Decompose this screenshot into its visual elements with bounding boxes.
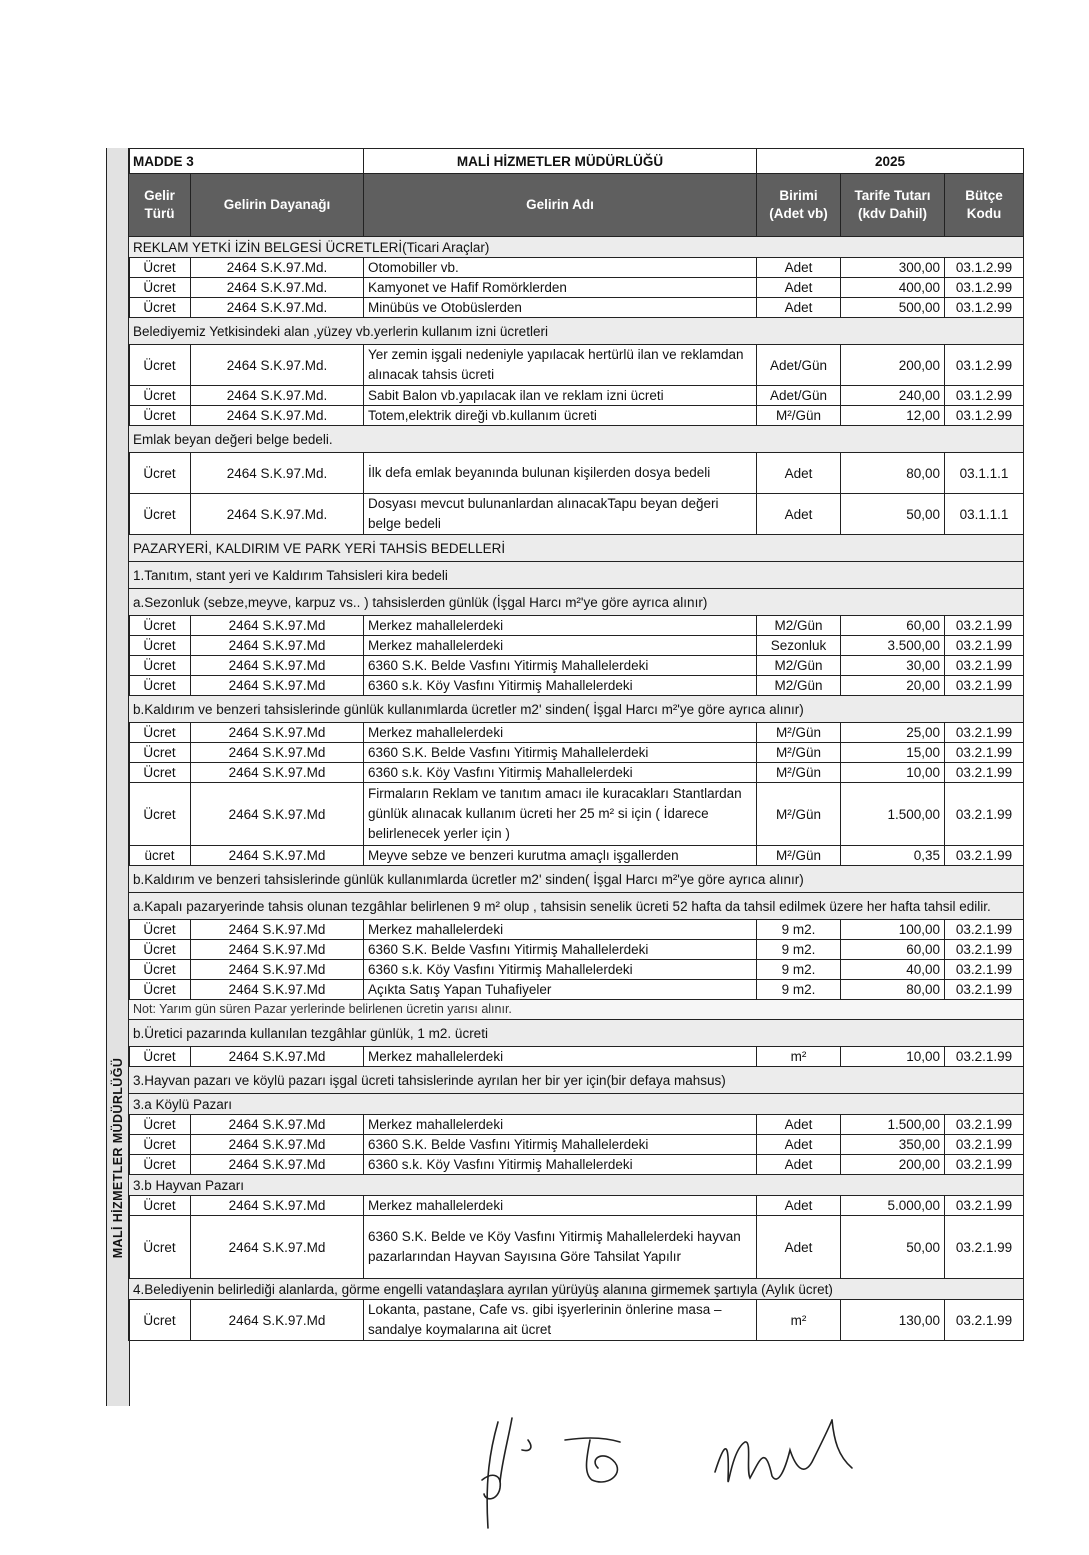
cell-gelir-turu: Ücret bbox=[129, 980, 191, 1000]
note-row bbox=[129, 1000, 1024, 1020]
section-title: 3.Hayvan pazarı ve köylü pazarı işgal ücreti tahsislerinde ayrılan her bir yer için(bir defaya mahsus) bbox=[129, 1067, 1024, 1094]
table-row bbox=[129, 453, 1024, 494]
section-header bbox=[129, 237, 1024, 258]
cell-dayanak: 2464 S.K.97.Md bbox=[191, 636, 364, 656]
column-header-row bbox=[129, 174, 1024, 237]
cell-dayanak: 2464 S.K.97.Md. bbox=[191, 345, 364, 386]
cell-butce-kodu: 03.2.1.99 bbox=[945, 1135, 1024, 1155]
cell-butce-kodu: 03.2.1.99 bbox=[945, 616, 1024, 636]
cell-tarife-tutari: 80,00 bbox=[841, 453, 945, 494]
cell-gelir-turu: ücret bbox=[129, 846, 191, 866]
cell-birim: M2/Gün bbox=[757, 656, 841, 676]
cell-tarife-tutari: 350,00 bbox=[841, 1135, 945, 1155]
signatures bbox=[460, 1410, 900, 1540]
section-title: 3.a Köylü Pazarı bbox=[129, 1094, 1024, 1115]
cell-tarife-tutari: 20,00 bbox=[841, 676, 945, 696]
cell-birim: M²/Gün bbox=[757, 406, 841, 426]
section-header bbox=[129, 1175, 1024, 1196]
cell-gelir-turu: Ücret bbox=[129, 1115, 191, 1135]
cell-butce-kodu: 03.2.1.99 bbox=[945, 676, 1024, 696]
cell-gelir-turu: Ücret bbox=[129, 636, 191, 656]
section-title: b.Kaldırım ve benzeri tahsislerinde günlük kullanımlarda ücretler m2' sinden( İşgal Harcı m²'ye göre ayrıca alınır) bbox=[129, 866, 1024, 893]
cell-tarife-tutari: 15,00 bbox=[841, 743, 945, 763]
section-header bbox=[129, 696, 1024, 723]
cell-gelir-adi: 6360 S.K. Belde ve Köy Vasfını Yitirmiş Mahallelerdeki hayvan pazarlarından Hayvan Sayısına Göre Tahsilat Yapılır bbox=[364, 1216, 757, 1279]
cell-tarife-tutari: 400,00 bbox=[841, 278, 945, 298]
cell-butce-kodu: 03.2.1.99 bbox=[945, 1047, 1024, 1067]
cell-birim: Adet bbox=[757, 1196, 841, 1216]
cell-birim: Adet bbox=[757, 1155, 841, 1175]
cell-birim: Adet bbox=[757, 298, 841, 318]
section-header bbox=[129, 426, 1024, 453]
cell-tarife-tutari: 500,00 bbox=[841, 298, 945, 318]
signature-3 bbox=[715, 1420, 852, 1482]
cell-butce-kodu: 03.1.2.99 bbox=[945, 298, 1024, 318]
section-title: 4.Belediyenin belirlediği alanlarda, görme engelli vatandaşlara ayrılan yürüyüş alanına girmemek şartıyla (Aylık ücret) bbox=[129, 1279, 1024, 1300]
cell-butce-kodu: 03.2.1.99 bbox=[945, 980, 1024, 1000]
cell-tarife-tutari: 200,00 bbox=[841, 1155, 945, 1175]
title-row bbox=[129, 149, 1024, 174]
cell-tarife-tutari: 300,00 bbox=[841, 258, 945, 278]
cell-butce-kodu: 03.1.2.99 bbox=[945, 278, 1024, 298]
cell-dayanak: 2464 S.K.97.Md bbox=[191, 763, 364, 783]
side-label-text: MALİ HİZMETLER MÜDÜRLÜĞÜ bbox=[111, 1057, 125, 1259]
cell-gelir-adi: Otomobiller vb. bbox=[364, 258, 757, 278]
table-row bbox=[129, 846, 1024, 866]
col-adi: Gelirin Adı bbox=[364, 174, 757, 237]
cell-dayanak: 2464 S.K.97.Md bbox=[191, 1216, 364, 1279]
table-row bbox=[129, 1135, 1024, 1155]
cell-dayanak: 2464 S.K.97.Md. bbox=[191, 406, 364, 426]
section-title: a.Sezonluk (sebze,meyve, karpuz vs.. ) tahsislerden günlük (İşgal Harcı m²'ye göre ayrıca alınır) bbox=[129, 589, 1024, 616]
cell-gelir-turu: Ücret bbox=[129, 1300, 191, 1341]
cell-gelir-turu: Ücret bbox=[129, 723, 191, 743]
table-row bbox=[129, 298, 1024, 318]
cell-tarife-tutari: 240,00 bbox=[841, 386, 945, 406]
table-row bbox=[129, 783, 1024, 846]
cell-birim: M2/Gün bbox=[757, 616, 841, 636]
cell-gelir-turu: Ücret bbox=[129, 763, 191, 783]
cell-birim: M2/Gün bbox=[757, 676, 841, 696]
cell-dayanak: 2464 S.K.97.Md. bbox=[191, 453, 364, 494]
cell-gelir-turu: Ücret bbox=[129, 960, 191, 980]
cell-butce-kodu: 03.2.1.99 bbox=[945, 920, 1024, 940]
section-title: Emlak beyan değeri belge bedeli. bbox=[129, 426, 1024, 453]
cell-gelir-adi: Kamyonet ve Hafif Romörklerden bbox=[364, 278, 757, 298]
section-title: PAZARYERİ, KALDIRIM VE PARK YERİ TAHSİS BEDELLERİ bbox=[129, 535, 1024, 562]
cell-birim: m² bbox=[757, 1047, 841, 1067]
cell-gelir-turu: Ücret bbox=[129, 616, 191, 636]
cell-dayanak: 2464 S.K.97.Md bbox=[191, 980, 364, 1000]
cell-birim: Adet/Gün bbox=[757, 345, 841, 386]
section-title: REKLAM YETKİ İZİN BELGESİ ÜCRETLERİ(Ticari Araçlar) bbox=[129, 237, 1024, 258]
section-header bbox=[129, 866, 1024, 893]
cell-tarife-tutari: 0,35 bbox=[841, 846, 945, 866]
cell-butce-kodu: 03.2.1.99 bbox=[945, 1155, 1024, 1175]
table-row bbox=[129, 1155, 1024, 1175]
cell-gelir-turu: Ücret bbox=[129, 345, 191, 386]
cell-dayanak: 2464 S.K.97.Md bbox=[191, 846, 364, 866]
cell-birim: m² bbox=[757, 1300, 841, 1341]
cell-birim: 9 m2. bbox=[757, 980, 841, 1000]
signature-1 bbox=[482, 1418, 531, 1528]
cell-butce-kodu: 03.1.2.99 bbox=[945, 345, 1024, 386]
table-row bbox=[129, 406, 1024, 426]
col-dayanak: Gelirin Dayanağı bbox=[191, 174, 364, 237]
cell-tarife-tutari: 1.500,00 bbox=[841, 783, 945, 846]
cell-gelir-adi: 6360 s.k. Köy Vasfını Yitirmiş Mahallelerdeki bbox=[364, 676, 757, 696]
section-header bbox=[129, 318, 1024, 345]
section-title: b.Üretici pazarında kullanılan tezgâhlar günlük, 1 m2. ücreti bbox=[129, 1020, 1024, 1047]
cell-gelir-adi: 6360 S.K. Belde Vasfını Yitirmiş Mahallelerdeki bbox=[364, 743, 757, 763]
cell-butce-kodu: 03.2.1.99 bbox=[945, 763, 1024, 783]
cell-gelir-adi: Minübüs ve Otobüslerden bbox=[364, 298, 757, 318]
cell-tarife-tutari: 50,00 bbox=[841, 1216, 945, 1279]
cell-gelir-turu: Ücret bbox=[129, 1047, 191, 1067]
cell-dayanak: 2464 S.K.97.Md. bbox=[191, 298, 364, 318]
cell-tarife-tutari: 10,00 bbox=[841, 1047, 945, 1067]
cell-gelir-adi: Meyve sebze ve benzeri kurutma amaçlı işgallerden bbox=[364, 846, 757, 866]
cell-butce-kodu: 03.2.1.99 bbox=[945, 723, 1024, 743]
col-butce: Bütçe Kodu bbox=[945, 174, 1024, 237]
cell-gelir-adi: 6360 S.K. Belde Vasfını Yitirmiş Mahallelerdeki bbox=[364, 940, 757, 960]
cell-gelir-turu: Ücret bbox=[129, 278, 191, 298]
table-row bbox=[129, 494, 1024, 535]
cell-gelir-turu: Ücret bbox=[129, 920, 191, 940]
section-header bbox=[129, 562, 1024, 589]
year-label: 2025 bbox=[757, 149, 1024, 174]
cell-gelir-adi: Merkez mahallelerdeki bbox=[364, 723, 757, 743]
cell-butce-kodu: 03.2.1.99 bbox=[945, 960, 1024, 980]
cell-butce-kodu: 03.2.1.99 bbox=[945, 1216, 1024, 1279]
cell-gelir-turu: Ücret bbox=[129, 386, 191, 406]
section-title: Belediyemiz Yetkisindeki alan ,yüzey vb.yerlerin kullanım izni ücretleri bbox=[129, 318, 1024, 345]
cell-gelir-adi: Merkez mahallelerdeki bbox=[364, 920, 757, 940]
cell-birim: Sezonluk bbox=[757, 636, 841, 656]
cell-dayanak: 2464 S.K.97.Md bbox=[191, 723, 364, 743]
cell-tarife-tutari: 200,00 bbox=[841, 345, 945, 386]
cell-butce-kodu: 03.2.1.99 bbox=[945, 656, 1024, 676]
cell-dayanak: 2464 S.K.97.Md bbox=[191, 1196, 364, 1216]
table-row bbox=[129, 1047, 1024, 1067]
section-header bbox=[129, 1094, 1024, 1115]
tariff-table bbox=[128, 148, 1024, 1341]
cell-tarife-tutari: 5.000,00 bbox=[841, 1196, 945, 1216]
cell-gelir-turu: Ücret bbox=[129, 1196, 191, 1216]
cell-birim: 9 m2. bbox=[757, 960, 841, 980]
section-title: b.Kaldırım ve benzeri tahsislerinde günlük kullanımlarda ücretler m2' sinden( İşgal Harcı m²'ye göre ayrıca alınır) bbox=[129, 696, 1024, 723]
table-row bbox=[129, 723, 1024, 743]
cell-butce-kodu: 03.2.1.99 bbox=[945, 743, 1024, 763]
cell-dayanak: 2464 S.K.97.Md. bbox=[191, 494, 364, 535]
cell-gelir-turu: Ücret bbox=[129, 1155, 191, 1175]
note-text: Not: Yarım gün süren Pazar yerlerinde belirlenen ücretin yarısı alınır. bbox=[129, 1000, 1024, 1020]
cell-tarife-tutari: 10,00 bbox=[841, 763, 945, 783]
cell-gelir-turu: Ücret bbox=[129, 783, 191, 846]
cell-tarife-tutari: 60,00 bbox=[841, 940, 945, 960]
col-gelir-turu: Gelir Türü bbox=[129, 174, 191, 237]
cell-gelir-adi: Merkez mahallelerdeki bbox=[364, 1047, 757, 1067]
cell-gelir-adi: Merkez mahallelerdeki bbox=[364, 636, 757, 656]
cell-gelir-adi: 6360 s.k. Köy Vasfını Yitirmiş Mahallelerdeki bbox=[364, 960, 757, 980]
cell-tarife-tutari: 3.500,00 bbox=[841, 636, 945, 656]
table-row bbox=[129, 345, 1024, 386]
cell-gelir-adi: 6360 s.k. Köy Vasfını Yitirmiş Mahallelerdeki bbox=[364, 763, 757, 783]
cell-dayanak: 2464 S.K.97.Md bbox=[191, 656, 364, 676]
cell-butce-kodu: 03.1.1.1 bbox=[945, 494, 1024, 535]
table-row bbox=[129, 676, 1024, 696]
cell-birim: 9 m2. bbox=[757, 920, 841, 940]
cell-gelir-turu: Ücret bbox=[129, 298, 191, 318]
cell-tarife-tutari: 60,00 bbox=[841, 616, 945, 636]
section-header bbox=[129, 535, 1024, 562]
cell-tarife-tutari: 1.500,00 bbox=[841, 1115, 945, 1135]
cell-gelir-turu: Ücret bbox=[129, 406, 191, 426]
cell-dayanak: 2464 S.K.97.Md bbox=[191, 1115, 364, 1135]
cell-gelir-adi: 6360 s.k. Köy Vasfını Yitirmiş Mahallelerdeki bbox=[364, 1155, 757, 1175]
cell-tarife-tutari: 50,00 bbox=[841, 494, 945, 535]
table-row bbox=[129, 1216, 1024, 1279]
cell-birim: M²/Gün bbox=[757, 846, 841, 866]
col-tarife: Tarife Tutarı (kdv Dahil) bbox=[841, 174, 945, 237]
cell-butce-kodu: 03.1.2.99 bbox=[945, 386, 1024, 406]
cell-dayanak: 2464 S.K.97.Md bbox=[191, 960, 364, 980]
cell-gelir-adi: Merkez mahallelerdeki bbox=[364, 1115, 757, 1135]
cell-butce-kodu: 03.2.1.99 bbox=[945, 846, 1024, 866]
section-title: a.Kapalı pazaryerinde tahsis olunan tezgâhlar belirlenen 9 m² olup , tahsisin senelik ücreti 52 hafta da tahsil edilmek üzere her hafta tahsil edilir. bbox=[129, 893, 1024, 920]
table-row bbox=[129, 980, 1024, 1000]
cell-birim: Adet bbox=[757, 1135, 841, 1155]
cell-gelir-turu: Ücret bbox=[129, 656, 191, 676]
cell-dayanak: 2464 S.K.97.Md. bbox=[191, 278, 364, 298]
cell-tarife-tutari: 80,00 bbox=[841, 980, 945, 1000]
directorate-title: MALİ HİZMETLER MÜDÜRLÜĞÜ bbox=[364, 149, 757, 174]
table-row bbox=[129, 920, 1024, 940]
cell-butce-kodu: 03.1.1.1 bbox=[945, 453, 1024, 494]
section-title: 3.b Hayvan Pazarı bbox=[129, 1175, 1024, 1196]
table-row bbox=[129, 258, 1024, 278]
cell-gelir-adi: Yer zemin işgali nedeniyle yapılacak hertürlü ilan ve reklamdan alınacak tahsis ücreti bbox=[364, 345, 757, 386]
table-row bbox=[129, 743, 1024, 763]
cell-tarife-tutari: 130,00 bbox=[841, 1300, 945, 1341]
cell-gelir-adi: 6360 S.K. Belde Vasfını Yitirmiş Mahallelerdeki bbox=[364, 656, 757, 676]
cell-dayanak: 2464 S.K.97.Md. bbox=[191, 258, 364, 278]
cell-dayanak: 2464 S.K.97.Md bbox=[191, 940, 364, 960]
cell-birim: M²/Gün bbox=[757, 723, 841, 743]
cell-butce-kodu: 03.2.1.99 bbox=[945, 1115, 1024, 1135]
madde-label: MADDE 3 bbox=[129, 149, 364, 174]
cell-gelir-adi: Sabit Balon vb.yapılacak ilan ve reklam izni ücreti bbox=[364, 386, 757, 406]
cell-butce-kodu: 03.2.1.99 bbox=[945, 1300, 1024, 1341]
cell-gelir-turu: Ücret bbox=[129, 676, 191, 696]
side-department-label bbox=[106, 148, 130, 1406]
cell-gelir-adi: Merkez mahallelerdeki bbox=[364, 1196, 757, 1216]
cell-gelir-turu: Ücret bbox=[129, 940, 191, 960]
cell-gelir-adi: Totem,elektrik direği vb.kullanım ücreti bbox=[364, 406, 757, 426]
cell-dayanak: 2464 S.K.97.Md bbox=[191, 783, 364, 846]
cell-gelir-turu: Ücret bbox=[129, 258, 191, 278]
cell-butce-kodu: 03.1.2.99 bbox=[945, 258, 1024, 278]
table-row bbox=[129, 1115, 1024, 1135]
cell-tarife-tutari: 25,00 bbox=[841, 723, 945, 743]
cell-birim: Adet bbox=[757, 278, 841, 298]
cell-gelir-adi: 6360 S.K. Belde Vasfını Yitirmiş Mahallelerdeki bbox=[364, 1135, 757, 1155]
table-row bbox=[129, 386, 1024, 406]
cell-gelir-adi: İlk defa emlak beyanında bulunan kişilerden dosya bedeli bbox=[364, 453, 757, 494]
section-header bbox=[129, 589, 1024, 616]
cell-dayanak: 2464 S.K.97.Md. bbox=[191, 386, 364, 406]
cell-tarife-tutari: 30,00 bbox=[841, 656, 945, 676]
cell-dayanak: 2464 S.K.97.Md bbox=[191, 1047, 364, 1067]
cell-tarife-tutari: 12,00 bbox=[841, 406, 945, 426]
table-row bbox=[129, 278, 1024, 298]
cell-butce-kodu: 03.2.1.99 bbox=[945, 783, 1024, 846]
cell-dayanak: 2464 S.K.97.Md bbox=[191, 743, 364, 763]
cell-gelir-adi: Firmaların Reklam ve tanıtım amacı ile kuracakları Stantlardan günlük alınacak kullanım ücreti her 25 m² si için ( İdarece belirlenecek yerler için ) bbox=[364, 783, 757, 846]
cell-birim: M²/Gün bbox=[757, 743, 841, 763]
section-title: 1.Tanıtım, stant yeri ve Kaldırım Tahsisleri kira bedeli bbox=[129, 562, 1024, 589]
cell-birim: Adet bbox=[757, 453, 841, 494]
section-header bbox=[129, 1020, 1024, 1047]
cell-butce-kodu: 03.2.1.99 bbox=[945, 1196, 1024, 1216]
section-header bbox=[129, 1279, 1024, 1300]
cell-birim: M²/Gün bbox=[757, 763, 841, 783]
cell-gelir-adi: Lokanta, pastane, Cafe vs. gibi işyerlerinin önlerine masa – sandalye koymalarına ait ücret bbox=[364, 1300, 757, 1341]
table-row bbox=[129, 616, 1024, 636]
cell-birim: Adet bbox=[757, 258, 841, 278]
cell-birim: Adet bbox=[757, 1115, 841, 1135]
table-row bbox=[129, 960, 1024, 980]
cell-dayanak: 2464 S.K.97.Md bbox=[191, 676, 364, 696]
cell-gelir-adi: Açıkta Satış Yapan Tuhafiyeler bbox=[364, 980, 757, 1000]
cell-birim: Adet bbox=[757, 1216, 841, 1279]
cell-birim: 9 m2. bbox=[757, 940, 841, 960]
cell-gelir-turu: Ücret bbox=[129, 1216, 191, 1279]
cell-gelir-adi: Merkez mahallelerdeki bbox=[364, 616, 757, 636]
cell-tarife-tutari: 100,00 bbox=[841, 920, 945, 940]
cell-butce-kodu: 03.1.2.99 bbox=[945, 406, 1024, 426]
table-row bbox=[129, 1196, 1024, 1216]
section-header bbox=[129, 1067, 1024, 1094]
signature-2 bbox=[565, 1438, 620, 1482]
cell-dayanak: 2464 S.K.97.Md bbox=[191, 1155, 364, 1175]
cell-dayanak: 2464 S.K.97.Md bbox=[191, 920, 364, 940]
table-row bbox=[129, 763, 1024, 783]
table-row bbox=[129, 940, 1024, 960]
cell-dayanak: 2464 S.K.97.Md bbox=[191, 616, 364, 636]
col-birimi: Birimi (Adet vb) bbox=[757, 174, 841, 237]
cell-dayanak: 2464 S.K.97.Md bbox=[191, 1300, 364, 1341]
cell-gelir-turu: Ücret bbox=[129, 494, 191, 535]
cell-gelir-adi: Dosyası mevcut bulunanlardan alınacakTapu beyan değeri belge bedeli bbox=[364, 494, 757, 535]
cell-gelir-turu: Ücret bbox=[129, 743, 191, 763]
table-row bbox=[129, 636, 1024, 656]
cell-birim: M²/Gün bbox=[757, 783, 841, 846]
cell-birim: Adet/Gün bbox=[757, 386, 841, 406]
cell-dayanak: 2464 S.K.97.Md bbox=[191, 1135, 364, 1155]
cell-gelir-turu: Ücret bbox=[129, 1135, 191, 1155]
cell-butce-kodu: 03.2.1.99 bbox=[945, 636, 1024, 656]
table-row bbox=[129, 656, 1024, 676]
table-row bbox=[129, 1300, 1024, 1341]
cell-gelir-turu: Ücret bbox=[129, 453, 191, 494]
cell-butce-kodu: 03.2.1.99 bbox=[945, 940, 1024, 960]
cell-tarife-tutari: 40,00 bbox=[841, 960, 945, 980]
cell-birim: Adet bbox=[757, 494, 841, 535]
section-header bbox=[129, 893, 1024, 920]
